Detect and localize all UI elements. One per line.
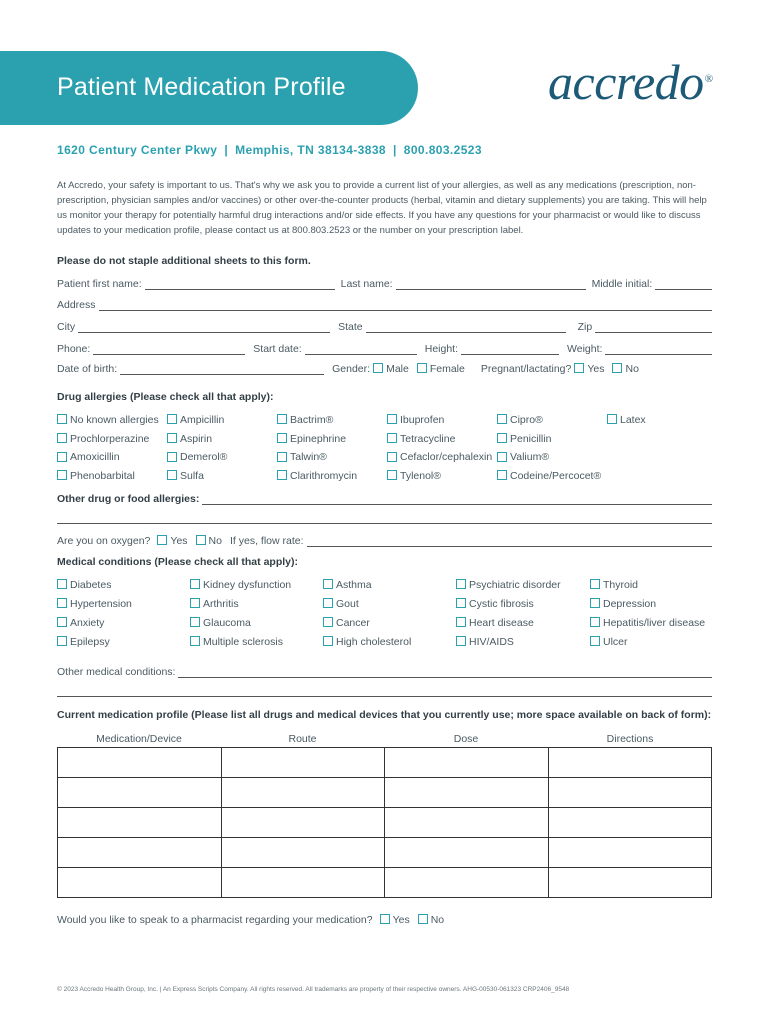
allergy-checkbox[interactable] [387, 452, 397, 462]
condition-option [57, 617, 104, 629]
allergy-label: Latex [620, 414, 646, 426]
condition-checkbox[interactable] [456, 617, 466, 627]
allergy-checkbox[interactable] [497, 452, 507, 462]
phone-field[interactable] [93, 343, 245, 355]
allergy-option [277, 470, 357, 482]
other-allergies-row [57, 491, 712, 505]
medication-cell[interactable] [221, 748, 385, 778]
condition-checkbox[interactable] [57, 617, 67, 627]
medication-cell[interactable] [221, 808, 385, 838]
allergy-checkbox[interactable] [497, 470, 507, 480]
medication-cell[interactable] [385, 748, 549, 778]
medication-row [58, 868, 712, 898]
condition-label: Anxiety [70, 617, 105, 629]
allergy-label: Valium® [510, 451, 550, 464]
medication-cell[interactable] [58, 778, 222, 808]
accredo-logo [548, 53, 712, 111]
condition-checkbox[interactable] [323, 636, 333, 646]
intro-paragraph: At Accredo, your safety is important to us. That's why we ask you to provide a current list of your allergies, as well as any medications (prescription, non-prescription, physician samples and/or vaccines) or other over-the-counter products (herbal, vitamin and dietary supplements) you are taking. This will help us monitor your therapy for potentially harmful drug interactions and/or side effects. If you have any questions for your pharmacist or would like to discuss updates to your medication profile, please contact us at 800.803.2523 or the number on your prescription label. [57, 180, 707, 236]
condition-option [323, 598, 359, 610]
other-allergies-line-2[interactable] [57, 523, 712, 524]
condition-checkbox[interactable] [190, 617, 200, 627]
phone-number: 800.803.2523 [403, 143, 482, 157]
condition-option [190, 636, 283, 648]
medication-cell[interactable] [58, 838, 222, 868]
medication-cell[interactable] [221, 838, 385, 868]
allergy-option [277, 414, 333, 426]
condition-option [57, 598, 132, 610]
allergy-label: Talwin® [290, 451, 327, 464]
allergy-label: Codeine/Percocet® [510, 470, 602, 483]
col-route: Route [288, 733, 317, 745]
name-row [57, 276, 712, 290]
medication-heading: Current medication profile (Please list all drugs and medical devices that you currently use; more space available on back of form): [57, 709, 712, 721]
medication-cell[interactable] [58, 868, 222, 898]
allergy-label: Amoxicillin [70, 451, 120, 464]
allergies-heading: Drug allergies (Please check all that apply): [57, 391, 274, 403]
condition-option [590, 598, 656, 610]
pregnant-label: Pregnant/lactating? [480, 363, 572, 375]
oxygen-question: Are you on oxygen? [57, 535, 151, 547]
copyright-footer: © 2023 Accredo Health Group, Inc. | An Express Scripts Company. All rights reserved. All trademarks are property of their respective owners. AHG-00530-061323 CRP2406_9548 [57, 986, 570, 993]
city-field[interactable] [78, 321, 330, 333]
allergy-checkbox[interactable] [167, 433, 177, 443]
condition-label: Ulcer [603, 636, 628, 648]
zip-label: Zip [577, 321, 593, 333]
condition-label: Multiple sclerosis [203, 636, 283, 648]
allergy-option [57, 414, 159, 426]
allergy-label: Clarithromycin [290, 470, 358, 483]
pharmacist-yes-label: Yes [392, 914, 410, 926]
allergy-label: Ampicillin [180, 414, 225, 426]
height-field[interactable] [461, 343, 559, 355]
condition-checkbox[interactable] [590, 636, 600, 646]
other-conditions-label: Other medical conditions: [57, 666, 176, 678]
condition-option [323, 636, 411, 648]
allergy-option [387, 414, 444, 426]
allergy-checkbox[interactable] [387, 470, 397, 480]
female-label: Female [429, 363, 465, 375]
condition-label: Thyroid [603, 579, 639, 591]
allergy-label: Cipro® [510, 414, 543, 426]
condition-label: Epilepsy [70, 636, 110, 648]
allergy-option [497, 433, 551, 445]
female-checkbox[interactable] [417, 363, 427, 373]
zip-field[interactable] [595, 321, 712, 333]
first-name-label: Patient first name: [57, 278, 142, 290]
medication-cell[interactable] [548, 748, 712, 778]
condition-label: Depression [603, 598, 657, 610]
allergy-checkbox[interactable] [497, 433, 507, 443]
other-conditions-field[interactable] [178, 666, 712, 678]
allergy-option [277, 433, 346, 445]
condition-label: Cancer [336, 617, 370, 629]
condition-label: High cholesterol [336, 636, 412, 648]
condition-option [190, 579, 291, 591]
pharmacist-yes-checkbox[interactable] [380, 914, 390, 924]
medication-row [58, 778, 712, 808]
allergy-option [167, 470, 204, 482]
pharmacist-no-checkbox[interactable] [418, 914, 428, 924]
pregnant-yes-checkbox[interactable] [574, 363, 584, 373]
medication-row [58, 838, 712, 868]
allergy-checkbox[interactable] [167, 414, 177, 424]
condition-option [323, 617, 370, 629]
medication-cell[interactable] [58, 748, 222, 778]
allergy-checkbox[interactable] [607, 414, 617, 424]
condition-label: Hepatitis/liver disease [603, 617, 706, 629]
middle-initial-label: Middle initial: [591, 278, 653, 290]
condition-label: Cystic fibrosis [469, 598, 534, 610]
registered-mark: ® [704, 73, 713, 85]
address-label: Address [57, 299, 96, 311]
allergy-checkbox[interactable] [57, 433, 67, 443]
male-label: Male [386, 363, 409, 375]
medication-row [58, 748, 712, 778]
male-checkbox[interactable] [373, 363, 383, 373]
condition-checkbox[interactable] [57, 636, 67, 646]
condition-checkbox[interactable] [190, 598, 200, 608]
allergy-checkbox[interactable] [277, 452, 287, 462]
condition-label: HIV/AIDS [469, 636, 514, 648]
oxygen-no-label: No [208, 535, 222, 547]
page-title: Patient Medication Profile [57, 73, 346, 101]
dob-field[interactable] [120, 363, 324, 375]
condition-label: Kidney dysfunction [203, 579, 292, 591]
city-label: City [57, 321, 76, 333]
condition-checkbox[interactable] [57, 579, 67, 589]
allergy-option [57, 433, 149, 445]
allergy-label: Bactrim® [290, 414, 334, 426]
city-address: Memphis, TN 38134-3838 [235, 143, 386, 157]
condition-label: Gout [336, 598, 359, 610]
allergy-option [497, 470, 601, 482]
condition-label: Heart disease [469, 617, 534, 629]
pregnant-no-checkbox[interactable] [612, 363, 622, 373]
condition-option [456, 579, 561, 591]
allergy-label: Aspirin [180, 432, 213, 445]
col-medication: Medication/Device [96, 733, 182, 745]
condition-option [456, 636, 514, 648]
oxygen-no-checkbox[interactable] [196, 535, 206, 545]
allergy-option [167, 451, 227, 463]
last-name-label: Last name: [340, 278, 393, 290]
col-directions: Directions [606, 733, 654, 745]
address-separator: | [224, 143, 229, 157]
allergy-checkbox[interactable] [57, 452, 67, 462]
last-name-field[interactable] [396, 278, 586, 290]
pharmacist-no-label: No [430, 914, 445, 926]
dob-row [57, 361, 712, 375]
allergy-option [387, 451, 492, 463]
address-field[interactable] [99, 299, 712, 311]
condition-checkbox[interactable] [190, 579, 200, 589]
address-separator: | [392, 143, 397, 157]
flow-rate-field[interactable] [307, 535, 712, 547]
middle-initial-field[interactable] [655, 278, 712, 290]
state-field[interactable] [366, 321, 566, 333]
condition-label: Glaucoma [203, 617, 251, 629]
condition-option [323, 579, 372, 591]
medication-cell[interactable] [548, 868, 712, 898]
condition-checkbox[interactable] [190, 636, 200, 646]
pharmacist-row [57, 912, 712, 926]
other-allergies-label: Other drug or food allergies: [57, 493, 200, 505]
condition-checkbox[interactable] [456, 579, 466, 589]
condition-checkbox[interactable] [456, 598, 466, 608]
medication-cell[interactable] [385, 808, 549, 838]
medication-cell[interactable] [385, 868, 549, 898]
pregnant-yes-label: Yes [587, 363, 605, 375]
condition-option [190, 617, 251, 629]
condition-option [590, 579, 638, 591]
allergy-option [167, 414, 224, 426]
allergy-checkbox[interactable] [277, 433, 287, 443]
condition-checkbox[interactable] [323, 598, 333, 608]
allergy-label: Prochlorperazine [70, 432, 150, 445]
condition-checkbox[interactable] [590, 598, 600, 608]
condition-label: Arthritis [203, 598, 239, 610]
condition-checkbox[interactable] [590, 617, 600, 627]
allergy-checkbox[interactable] [387, 414, 397, 424]
start-date-field[interactable] [305, 343, 417, 355]
allergy-option [497, 414, 543, 426]
first-name-field[interactable] [145, 278, 335, 290]
allergy-checkbox[interactable] [387, 433, 397, 443]
weight-label: Weight: [567, 343, 603, 355]
contact-address [57, 143, 482, 157]
oxygen-yes-checkbox[interactable] [157, 535, 167, 545]
condition-checkbox[interactable] [590, 579, 600, 589]
allergy-checkbox[interactable] [277, 470, 287, 480]
allergy-option [497, 451, 549, 463]
allergy-option [277, 451, 327, 463]
allergy-checkbox[interactable] [167, 470, 177, 480]
allergy-label: No known allergies [70, 414, 159, 426]
condition-label: Hypertension [70, 598, 132, 610]
allergy-label: Cefaclor/cephalexin [400, 451, 493, 464]
allergy-option [607, 414, 646, 426]
medication-cell[interactable] [385, 778, 549, 808]
allergy-option [167, 433, 212, 445]
weight-field[interactable] [605, 343, 712, 355]
allergy-checkbox[interactable] [497, 414, 507, 424]
allergy-checkbox[interactable] [277, 414, 287, 424]
allergy-label: Ibuprofen [400, 414, 445, 426]
pregnant-no-label: No [625, 363, 639, 375]
flow-rate-label: If yes, flow rate: [229, 535, 304, 547]
condition-checkbox[interactable] [323, 579, 333, 589]
condition-option [190, 598, 239, 610]
conditions-heading: Medical conditions (Please check all that apply): [57, 556, 298, 568]
allergy-label: Phenobarbital [70, 470, 135, 483]
allergy-checkbox[interactable] [167, 452, 177, 462]
medication-table [57, 747, 712, 898]
allergy-option [387, 470, 441, 482]
condition-label: Asthma [336, 579, 372, 591]
state-label: State [338, 321, 363, 333]
allergy-checkbox[interactable] [57, 470, 67, 480]
oxygen-yes-label: Yes [170, 535, 188, 547]
medication-cell[interactable] [221, 778, 385, 808]
other-conditions-row [57, 664, 712, 678]
condition-label: Psychiatric disorder [469, 579, 561, 591]
allergy-label: Tetracycline [400, 432, 456, 445]
allergy-option [57, 451, 120, 463]
condition-checkbox[interactable] [456, 636, 466, 646]
allergy-checkbox[interactable] [57, 414, 67, 424]
phone-label: Phone: [57, 343, 91, 355]
condition-option [456, 598, 534, 610]
allergy-label: Sulfa [180, 470, 204, 483]
staple-note: Please do not staple additional sheets to this form. [57, 255, 311, 267]
phone-row [57, 341, 712, 355]
other-allergies-field[interactable] [202, 493, 712, 505]
condition-option [57, 579, 111, 591]
condition-checkbox[interactable] [57, 598, 67, 608]
address-row [57, 297, 712, 311]
medication-cell[interactable] [58, 808, 222, 838]
allergy-label: Demerol® [180, 451, 228, 464]
condition-label: Diabetes [70, 579, 112, 591]
col-dose: Dose [453, 733, 479, 745]
pharmacist-question: Would you like to speak to a pharmacist regarding your medication? [57, 914, 373, 926]
allergy-label: Penicillin [510, 432, 552, 445]
medication-cell[interactable] [548, 838, 712, 868]
city-row [57, 319, 712, 333]
condition-option [590, 617, 705, 629]
street-address: 1620 Century Center Pkwy [57, 143, 218, 157]
condition-option [590, 636, 628, 648]
condition-checkbox[interactable] [323, 617, 333, 627]
allergy-option [57, 470, 135, 482]
medication-cell[interactable] [548, 778, 712, 808]
medication-cell[interactable] [385, 838, 549, 868]
condition-option [57, 636, 110, 648]
dob-label: Date of birth: [57, 363, 118, 375]
oxygen-row [57, 533, 712, 547]
allergy-option [387, 433, 455, 445]
medication-cell[interactable] [221, 868, 385, 898]
height-label: Height: [424, 343, 459, 355]
gender-label: Gender: [332, 363, 371, 375]
logo-text: accredo [548, 54, 704, 110]
allergy-label: Tylenol® [400, 470, 442, 483]
other-conditions-line-2[interactable] [57, 696, 712, 697]
allergy-label: Epinephrine [290, 432, 347, 445]
condition-option [456, 617, 534, 629]
start-date-label: Start date: [253, 343, 302, 355]
medication-cell[interactable] [548, 808, 712, 838]
medication-row [58, 808, 712, 838]
